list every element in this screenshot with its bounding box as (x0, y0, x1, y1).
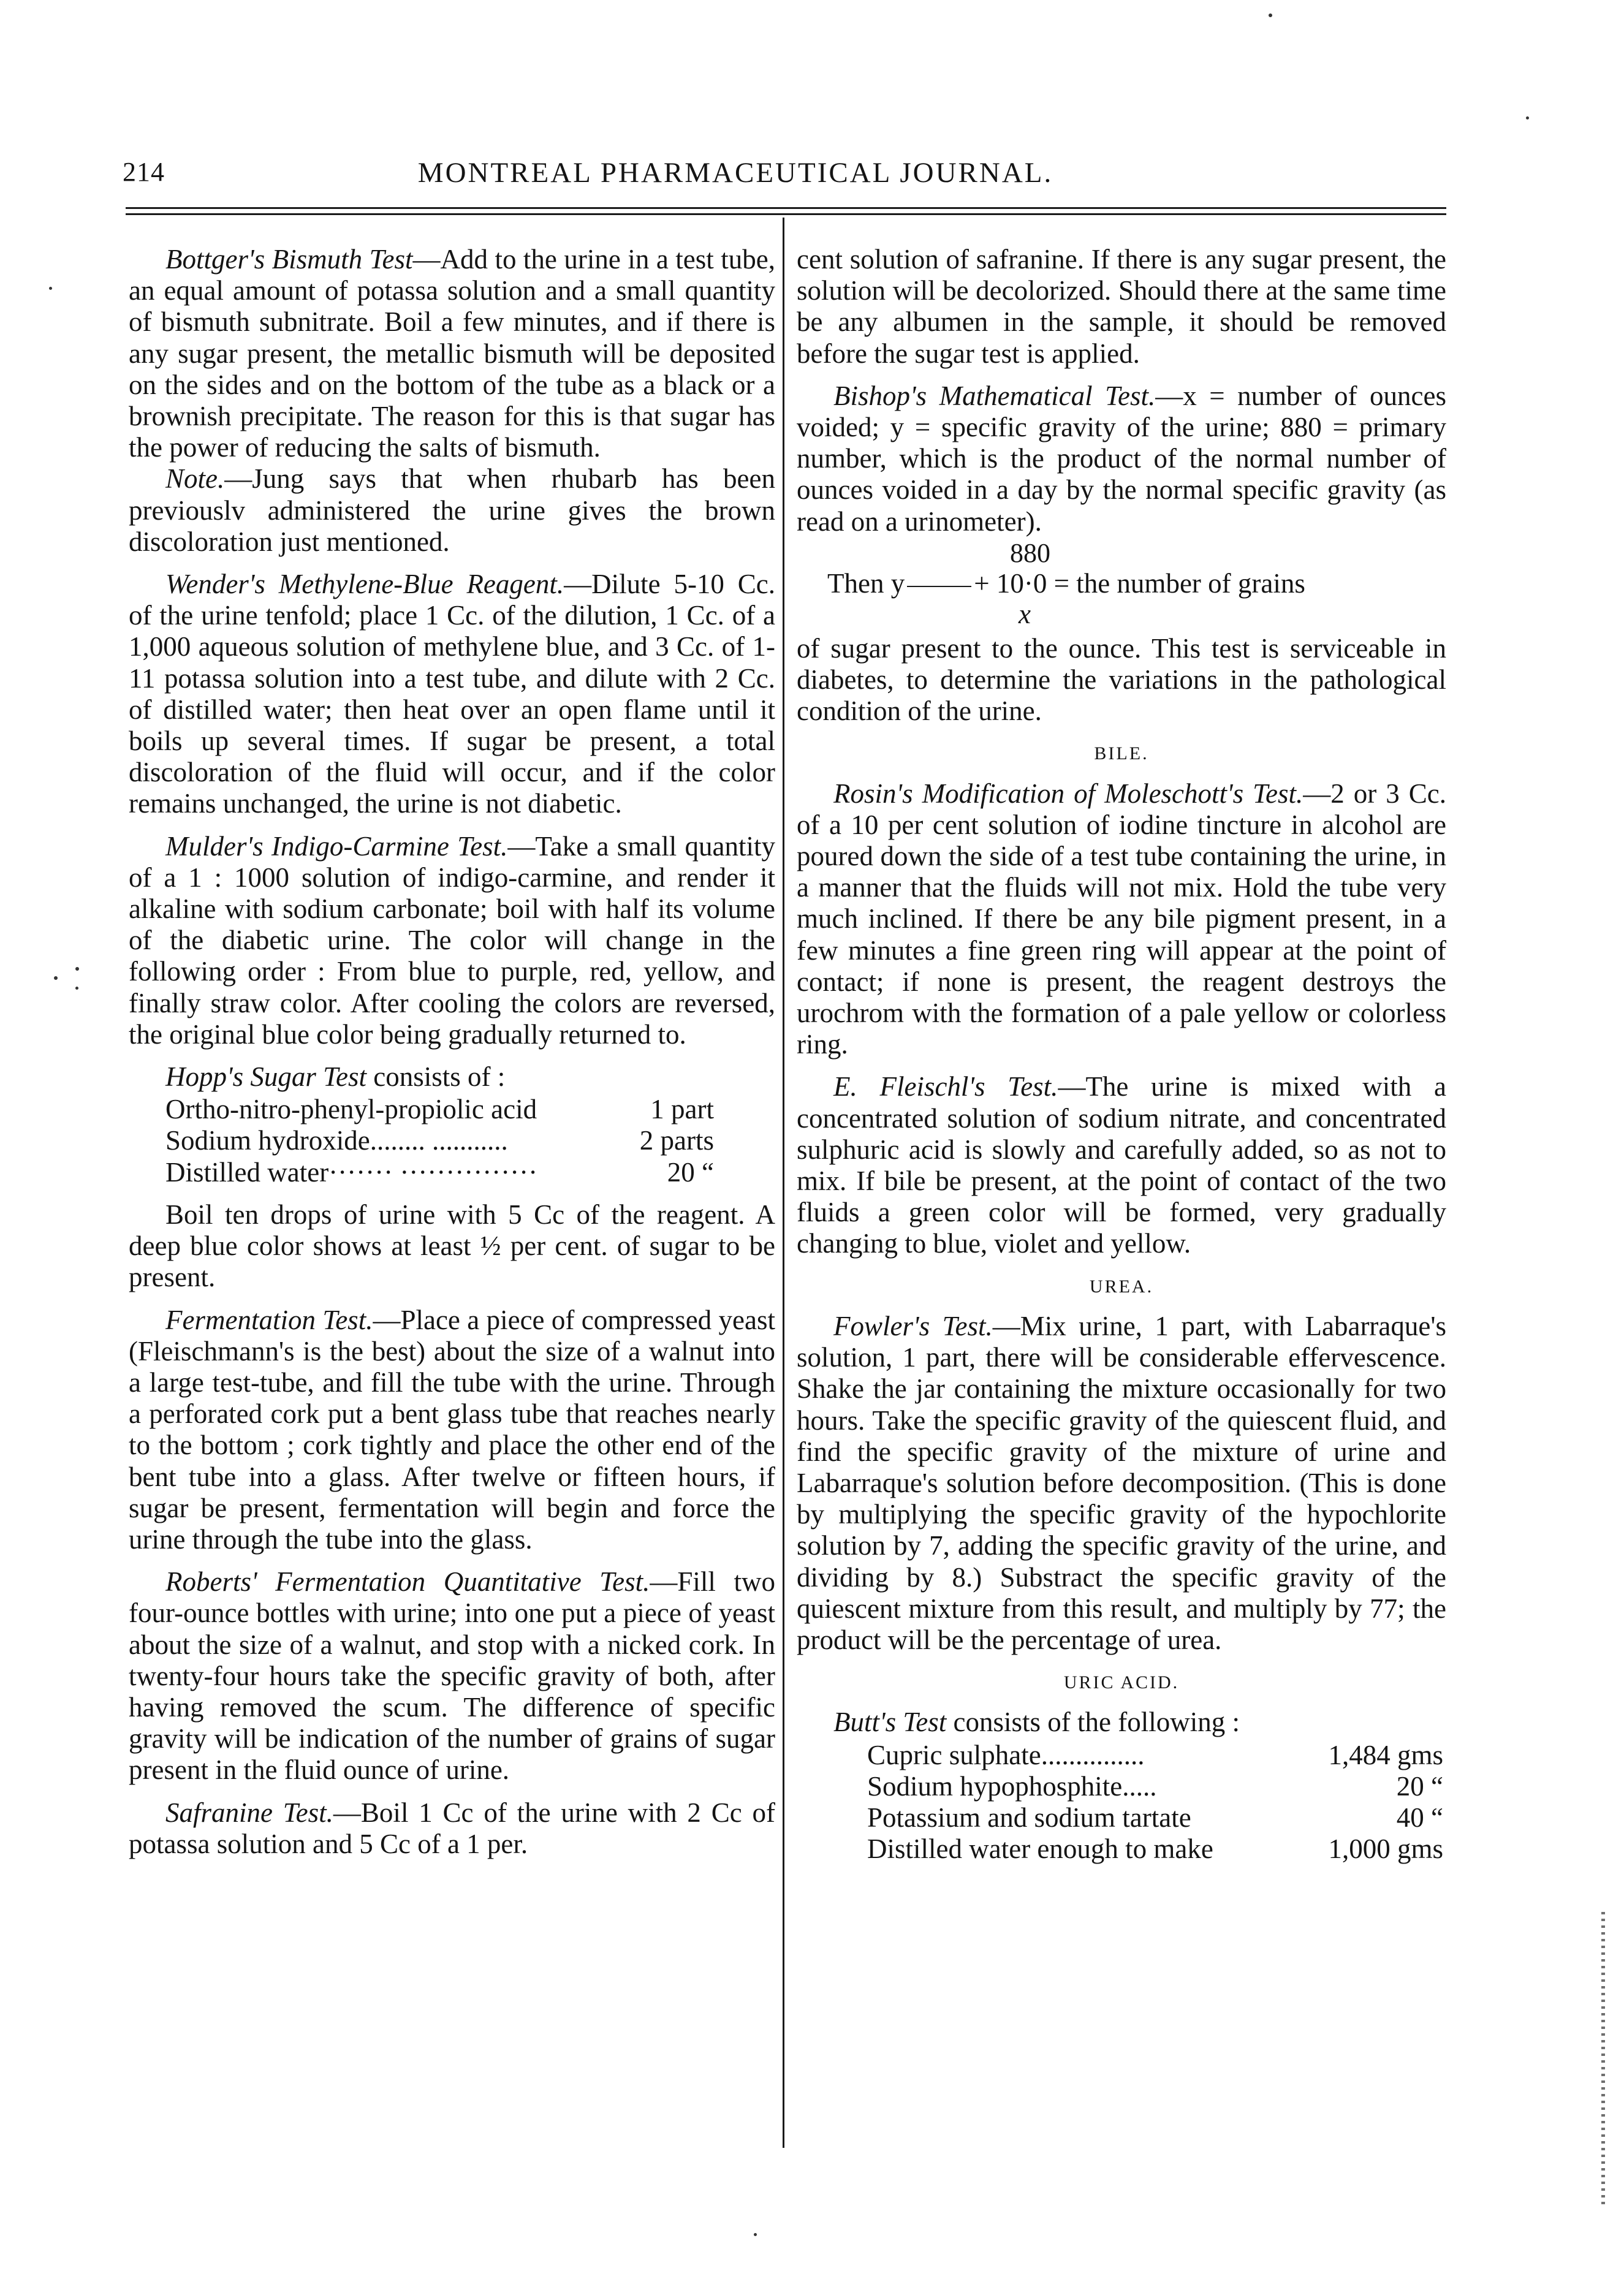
fraction-bar (907, 586, 971, 587)
hopp-text: Boil ten drops of urine with 5 Cc of the reagent. A deep blue color shows at least ½ per cent. of sugar to be present. (129, 1199, 775, 1293)
butt-recipe (867, 1740, 1443, 1865)
ingredient-qty: 1,484 gms (1328, 1739, 1443, 1770)
rosin-title: Rosin's Modification of Moleschott's Test. (833, 778, 1303, 809)
header-rule-top (126, 207, 1446, 209)
safranine-title: Safranine Test. (165, 1797, 333, 1828)
section-head-uric-acid: URIC ACID. (1063, 1672, 1180, 1693)
bishop-paragraph (797, 381, 1446, 537)
roberts-title: Roberts' Fermentation Quantitative Test. (165, 1566, 650, 1598)
ingredient-qty: 1,000 gms (1328, 1833, 1443, 1865)
mulder-text: —Take a small quantity of a 1 : 1000 solution of indigo-carmine, and render it alkaline with sodium carbonate; boil with half its volume of the diabetic urine. The color will change in the following order : From blue to purple, red, yellow, and finally straw color. After cooling the colors are reversed, the original blue color being gradually returned to. (129, 830, 776, 1050)
hopp-title: Hopp's Sugar Test (165, 1061, 367, 1093)
ingredient-name: Potassium and sodium tartate (867, 1802, 1191, 1833)
bishop-formula (797, 537, 1446, 629)
scan-speck (1526, 116, 1529, 119)
scan-margin-noise (1601, 1912, 1605, 2206)
fowler-title: Fowler's Test. (833, 1310, 993, 1341)
mulder-title: Mulder's Indigo-Carmine Test. (165, 830, 508, 862)
ingredient-qty: 20 “ (1396, 1770, 1443, 1802)
formula-denominator: x (1019, 598, 1031, 629)
recipe-row (867, 1802, 1443, 1833)
fermentation-title: Fermentation Test. (165, 1304, 373, 1335)
ingredient-name: Sodium hypophosphite..... (867, 1770, 1157, 1802)
recipe-row (867, 1833, 1443, 1865)
hopp-intro: consists of : (366, 1061, 506, 1093)
fermentation-paragraph (129, 1305, 775, 1556)
fowler-text: —Mix urine, 1 part, with Labarraque's solution, 1 part, there will be considerable effervescence. Shake the jar containing the mixture occasionally for two hours. Take the specific gravity of the quiescent fluid, and find the specific gravity of the mixture of urine and Labarraque's solution before decomposition. (This is done by multiplying the specific gravity of the hypochlorite solution by 7, adding the specific gravity of the urine, and dividing by 8.) Substract the specific gravity of the quiescent mixture from this result, and multiply by 77; the product will be the percentage of urea. (797, 1310, 1446, 1655)
page-number: 214 (123, 157, 165, 187)
scan-speck (54, 976, 58, 980)
note-title: Note. (165, 463, 225, 495)
right-column (797, 244, 1446, 1876)
scan-speck (49, 287, 52, 290)
bottger-text: —Add to the urine in a test tube, an equal amount of potassa solution and a small quantity of bismuth subnitrate. Boil a few minutes, and if there is any sugar present, the metallic bismuth will be deposited on the sides and on the bottom of the tube as a black or a brownish precipitate. The reason for this is that sugar has the power of reducing the salts of bismuth. (129, 244, 775, 463)
mulder-paragraph (129, 831, 775, 1050)
ingredient-name: Distilled water······· ··············· (165, 1156, 538, 1188)
ingredient-qty: 20 “ (667, 1156, 714, 1188)
bottger-paragraph (129, 244, 775, 463)
hopp-paragraph (129, 1061, 775, 1093)
scan-speck (1269, 13, 1272, 17)
section-head-bile: BILE. (1094, 743, 1149, 764)
wender-paragraph (129, 569, 775, 820)
bottger-title: Bottger's Bismuth Test (165, 244, 413, 275)
wender-title: Wender's Methylene-Blue Reagent. (165, 569, 564, 600)
fleischl-text: —The urine is mixed with a concentrated solution of sodium nitrate, and concentrated sulphuric acid is slowly and carefully added, so as not to mix. If bile be present, at the point of contact of the two fluids a green color will be formed, very gradually changing to blue, violet and yellow. (797, 1071, 1446, 1259)
recipe-row (165, 1094, 714, 1125)
rosin-text: —2 or 3 Cc. of a 10 per cent solution of iodine tincture in alcohol are poured down the side of a test tube containing the urine, in a manner that the fluids will not mix. Hold the tube very much inclined. If there be any bile pigment present, in a few minutes a fine green ring will appear at the point of contact; if none is present, the reagent destroys the urochrom with the formation of a pale yellow or colorless ring. (797, 778, 1446, 1060)
ingredient-qty: 2 parts (639, 1125, 714, 1156)
formula-numerator: 880 (1010, 537, 1050, 568)
fleischl-paragraph (797, 1071, 1446, 1259)
page-header (123, 156, 1501, 193)
recipe-row (867, 1740, 1443, 1771)
ingredient-name: Distilled water enough to make (867, 1833, 1213, 1865)
journal-title: MONTREAL PHARMACEUTICAL JOURNAL. (417, 157, 1053, 189)
safranine-paragraph (129, 1797, 775, 1860)
ingredient-name: Sodium hydroxide........ ........... (165, 1125, 508, 1156)
fleischl-title: E. Fleischl's Test. (833, 1071, 1058, 1102)
recipe-row (165, 1157, 714, 1188)
note-text: —Jung says that when rhubarb has been previouslv administered the urine gives the brown discoloration just mentioned. (129, 463, 775, 557)
column-divider (783, 218, 784, 2148)
bishop-title: Bishop's Mathematical Test. (833, 380, 1156, 411)
wender-text: —Dilute 5-10 Cc. of the urine tenfold; place 1 Cc. of the dilution, 1 Cc. of a 1,000 aqueous solution of methylene blue, and 3 Cc. of 1-11 potassa solution into a test tube, and dilute with 2 Cc. of distilled water; then heat over an open flame until it boils up several times. If sugar be present, a total discoloration of the fluid will occur, and if the color remains unchanged, the urine is not diabetic. (129, 569, 776, 819)
roberts-paragraph (129, 1566, 775, 1786)
bishop-after: of sugar present to the ounce. This test is serviceable in diabetes, to determine the variations in the pathological condition of the urine. (797, 632, 1446, 727)
fowler-paragraph (797, 1311, 1446, 1656)
butt-title: Butt's Test (833, 1707, 947, 1738)
ingredient-qty: 40 “ (1396, 1802, 1443, 1833)
butt-intro: consists of the following : (946, 1707, 1240, 1738)
butt-paragraph (797, 1707, 1446, 1738)
roberts-text: —Fill two four-ounce bottles with urine; into one put a piece of yeast about the size of a walnut, and stop with a nicked cork. In twenty-four hours take the specific gravity of both, after having removed the scum. The difference of specific gravity will be indication of the number of grains of sugar present in the fluid ounce of urine. (129, 1566, 775, 1786)
scan-speck (75, 987, 78, 990)
safranine-text: —Boil 1 Cc of the urine with 2 Cc of potassa solution and 5 Cc of a 1 per. (129, 1797, 775, 1859)
scan-speck (754, 2233, 757, 2236)
left-column (129, 244, 775, 1871)
ingredient-qty: 1 part (650, 1094, 714, 1125)
scan-speck (75, 967, 79, 971)
ingredient-name: Ortho-nitro-phenyl-propiolic acid (165, 1094, 537, 1125)
section-head-urea: UREA. (1089, 1276, 1154, 1297)
hopp-recipe (165, 1094, 714, 1188)
note-paragraph (129, 463, 775, 558)
safranine-continuation: cent solution of safranine. If there is any sugar present, the solution will be decolorized. Should there at the same time be any albumen in the sample, it should be removed before the sugar test is applied. (797, 244, 1446, 369)
ingredient-name: Cupric sulphate............... (867, 1739, 1145, 1770)
recipe-row (165, 1125, 714, 1156)
formula-line (827, 568, 1305, 599)
fermentation-text: —Place a piece of compressed yeast (Fleischmann's is the best) about the size of a walnut into a large test-tube, and fill the tube with the urine. Through a perforated cork put a bent glass tube that reaches nearly to the bottom ; cork tightly and place the other end of the bent tube into a glass. After twelve or fifteen hours, if sugar be present, fermentation will begin and force the urine through the tube into the glass. (129, 1304, 775, 1555)
header-rule-bottom (126, 213, 1446, 215)
bishop-text: —x = number of ounces voided; y = specific gravity of the urine; 880 = primary number, which is the product of the normal number of ounces voided in a day by the normal specific gravity (as read on a urinometer). (797, 380, 1446, 537)
formula-then: Then y (827, 567, 905, 599)
formula-rest: + 10·0 = the number of grains (974, 567, 1305, 599)
rosin-paragraph (797, 778, 1446, 1061)
recipe-row (867, 1771, 1443, 1802)
